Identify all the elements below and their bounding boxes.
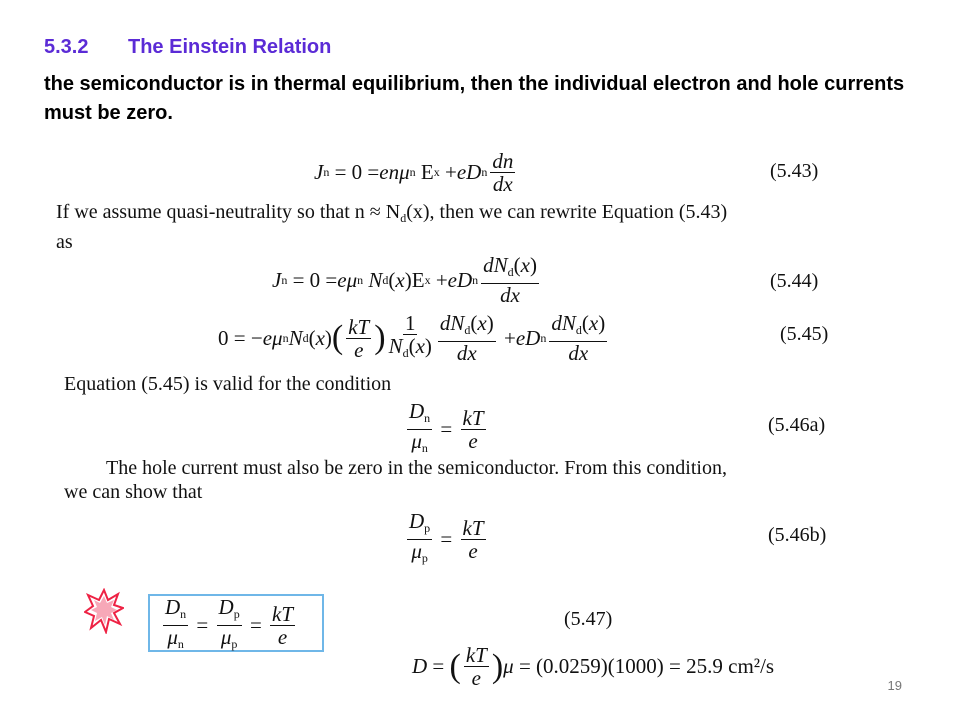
paragraph-line: (x), then we can rewrite Equation (5.43) [406,201,728,223]
equation-5-44: J n = 0 = eμ n N d ( x )E x + eD n $\frac{dN_d(x)}{dx}$ [272,253,537,307]
equation-5-46b: $\frac{D_p}{\mu_p}$ = $\frac{kT}{e}$ [409,509,484,565]
paragraph-quasi-neutrality: If we assume quasi-neutrality so that $n \approx N_d(x)$, then we can rewrite Equation (5.43) as [56,201,728,253]
equation-number-5-43: (5.43) [770,160,819,182]
diffusion-coefficient-equation: D = ( $\frac{kT}{e}$ ) μ = (0.0259)(1000) = 25.9 cm²/s [412,643,775,690]
equation-number-5-45: (5.45) [780,323,829,345]
paragraph-line: we can show that [64,481,203,503]
page-number: 19 [887,678,902,693]
paragraph-line: If we assume quasi-neutrality so that n ≈ N [56,201,401,223]
section-title: The Einstein Relation [128,36,332,58]
equation-5-45: 0 = − eμ n N d ( x ) ( $\frac{kT}{e}$ ) $\frac{1}{N_d(x)}$ $\frac{dN_d(x)}{dx}$ + eD n $\frac{dN_d(x)}{dx}$ [218,311,606,365]
equation-number-5-44: (5.44) [770,270,819,292]
equation-number-5-46a: (5.46a) [768,414,826,436]
paragraph-condition: Equation (5.45) is valid for the condition [64,373,392,395]
equation-number-5-46b: (5.46b) [768,524,827,546]
paragraph-hole-current [64,456,727,504]
intro-text: the semiconductor is in thermal equilibrium, then the individual electron and hole currents must be zero. [44,73,905,124]
starburst-icon [84,588,124,634]
paragraph-line: The hole current must also be zero in the semiconductor. From this condition, [106,457,727,479]
paragraph-line: as [56,231,73,253]
diffusion-result: = (0.0259)(1000) = 25.9 cm²/s [518,654,775,678]
section-heading [44,36,331,59]
equation-5-43: J n = 0 = en μ n E x + eD n $\frac{dn}{dx}$ [314,149,514,196]
section-number: 5.3.2 [44,36,89,58]
equation-5-47: $\frac{D_n}{\mu_n}$ = $\frac{D_p}{\mu_p}$ = $\frac{kT}{e}$ [165,595,294,651]
equation-5-46a: $\frac{D_n}{\mu_n}$ = $\frac{kT}{e}$ [409,399,484,455]
equation-number-5-47: (5.47) [564,608,613,630]
